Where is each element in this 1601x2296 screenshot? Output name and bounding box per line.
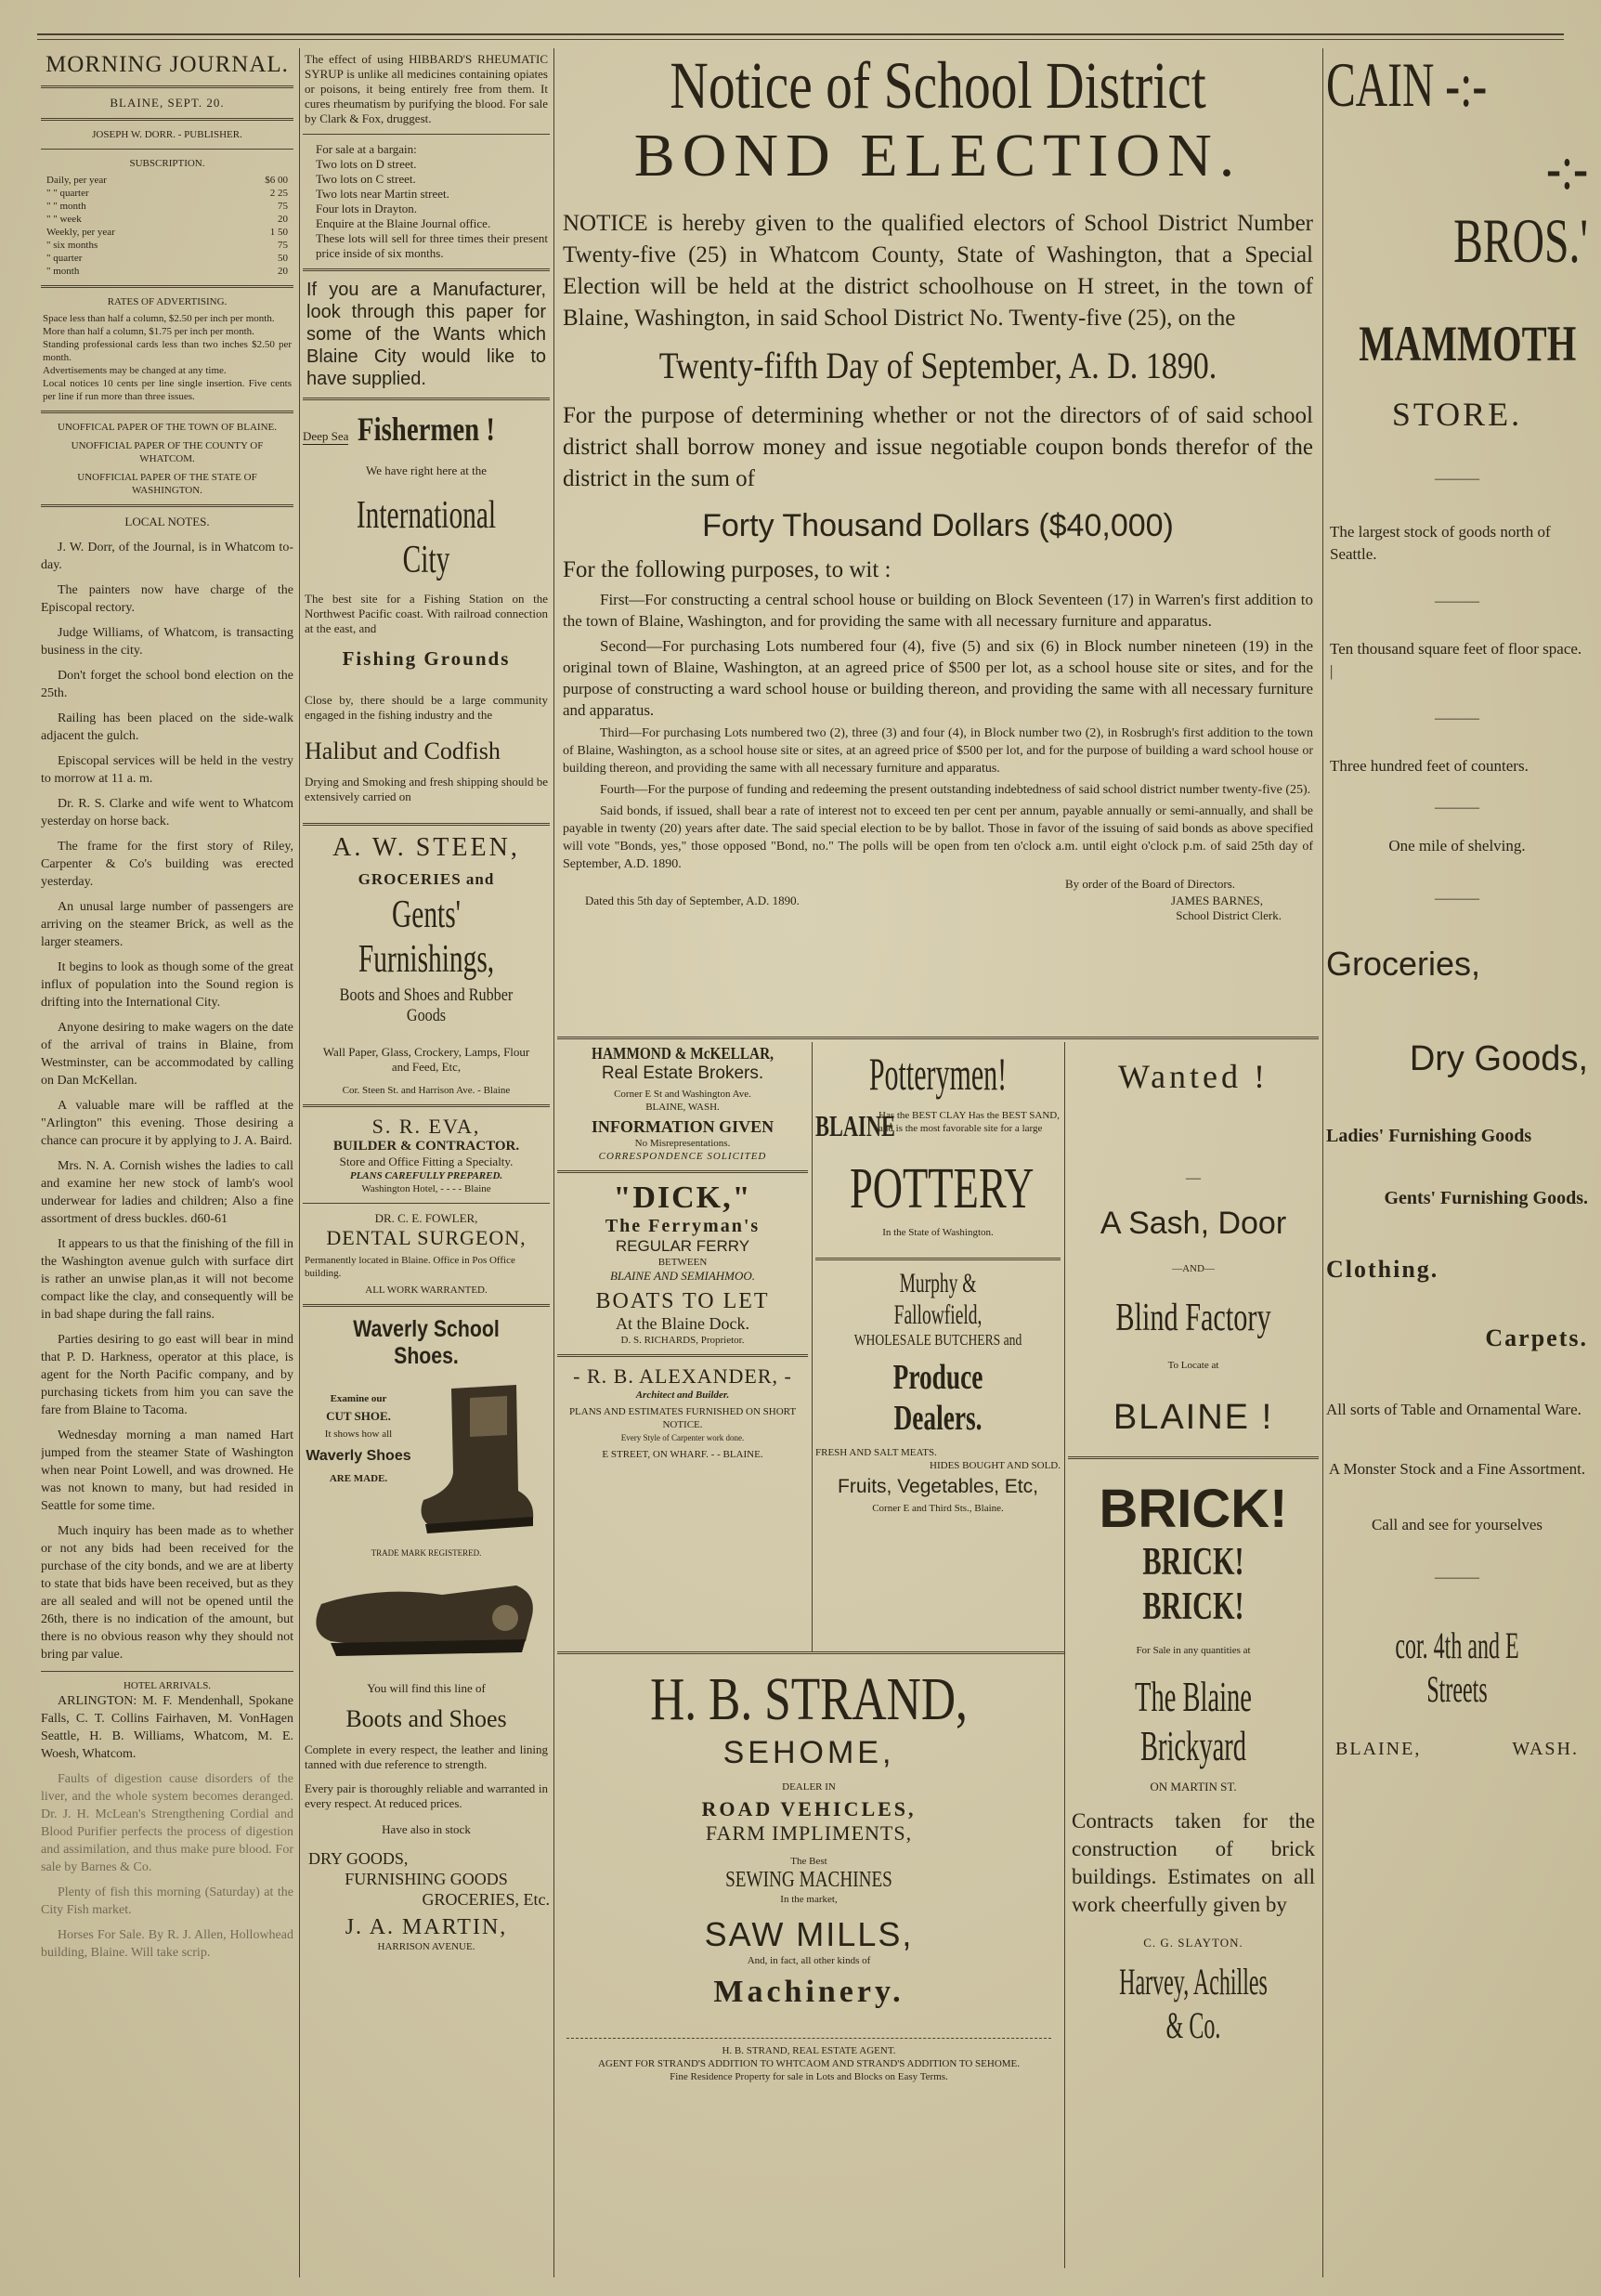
local-note: A valuable mare will be raffled at the "Arlington" this evening. Those desiring a chance can procure it by applying to J. A. Baird.: [41, 1099, 293, 1148]
column-rule: [1322, 48, 1323, 2277]
dick-dock: At the Blaine Dock.: [616, 1314, 749, 1333]
dick-boats: BOATS TO LET: [595, 1289, 770, 1313]
waverly-furn: FURNISHING GOODS: [345, 1870, 508, 1888]
notice-title-2: BOND ELECTION.: [633, 122, 1243, 189]
fish-desc: The best site for a Fishing Station on the Northwest Pacific coast. With railroad connection at the east, and: [305, 592, 548, 635]
hammond-role: Real Estate Brokers.: [601, 1063, 764, 1083]
strand-farm: FARM IMPLIMENTS,: [705, 1821, 913, 1845]
lot-item: Enquire at the Blaine Journal office.: [316, 216, 491, 230]
alexander-plans: PLANS AND ESTIMATES FURNISHED ON SHORT NOTICE.: [568, 1406, 797, 1430]
cain-carpets: Carpets.: [1485, 1324, 1588, 1351]
dick-sub: The Ferryman's: [605, 1216, 761, 1236]
faded-note: Plenty of fish this morning (Saturday) at the City Fish market.: [41, 1885, 293, 1917]
hammond-name: HAMMOND & McKELLAR,: [592, 1044, 774, 1063]
brick-sub: BRICK! BRICK!: [1142, 1541, 1244, 1628]
brick-slayton: C. G. SLAYTON.: [1143, 1936, 1243, 1950]
murphy-address: Corner E and Third Sts., Blaine.: [872, 1503, 1004, 1514]
local-notes: [41, 539, 293, 1663]
cain-wash: WASH.: [1512, 1739, 1579, 1759]
waverly-every: Every pair is thoroughly reliable and warranted in every respect. At reduced prices.: [305, 1781, 548, 1810]
strand-sewing: SEWING MACHINES: [725, 1868, 892, 1892]
fish-drying: Drying and Smoking and fresh shipping should be extensively carried on: [305, 775, 548, 803]
subscription-label: " quarter: [46, 253, 83, 264]
waverly-also: Have also in stock: [382, 1822, 471, 1836]
brick-yard: The Blaine Brickyard: [1135, 1673, 1252, 1769]
waverly-martin: J. A. MARTIN,: [345, 1915, 508, 1939]
notice-bottom-rule: [557, 1037, 1319, 1039]
local-note: Anyone desiring to make wagers on the date of the arrival of trains in Blaine, from Westminster, can be accommodated by calling on Dan McKellan.: [41, 1021, 293, 1088]
cain-clothing: Clothing.: [1326, 1256, 1439, 1283]
column-rule: [553, 48, 554, 2277]
brick-on: ON MARTIN ST.: [1150, 1780, 1237, 1794]
waverly-l4: Waverly Shoes: [306, 1448, 411, 1464]
hammond-city: BLAINE, WASH.: [645, 1102, 720, 1113]
subscription-row: [46, 174, 288, 187]
subscription-label: " " quarter: [46, 188, 89, 199]
eva-plans: PLANS CAREFULLY PREPARED.: [349, 1170, 503, 1181]
hammond-address: Corner E St and Washington Ave.: [614, 1089, 751, 1100]
strand-agent: H. B. STRAND, REAL ESTATE AGENT.: [722, 2045, 896, 2056]
strand-market: In the market,: [780, 1894, 838, 1905]
faded-notes: [41, 1770, 293, 1962]
hammond-info: INFORMATION GIVEN: [591, 1117, 774, 1136]
wanted-brick-ads: [1068, 1044, 1319, 2047]
wanted-sash: A Sash, Door: [1100, 1206, 1287, 1241]
cain-dash: ———: [1435, 594, 1479, 609]
top-rule: [37, 33, 1564, 35]
subscription-row: [46, 187, 288, 200]
local-note: Dr. R. S. Clarke and wife went to Whatcom yesterday on horse back.: [41, 797, 293, 828]
lot-item: Two lots on D street.: [316, 157, 417, 171]
waverly-title: Waverly School Shoes.: [353, 1316, 500, 1369]
fowler-title: DENTAL SURGEON,: [326, 1226, 527, 1249]
waverly-l1: Examine our: [330, 1393, 387, 1404]
subscription-price: 20: [278, 266, 288, 277]
waverly-l5: ARE MADE.: [329, 1473, 388, 1484]
wanted-and: —AND—: [1172, 1263, 1215, 1274]
official-line: UNOFFICIAL PAPER OF THE COUNTY OF WHATCOM.: [71, 440, 264, 464]
local-note: The frame for the first story of Riley, Carpenter & Co's building was erected yesterday.: [41, 840, 293, 889]
pottery-state: In the State of Washington.: [882, 1227, 994, 1238]
lots-note: These lots will sell for three times their present price inside of six months.: [316, 231, 548, 260]
wanted-blaine: BLAINE !: [1113, 1398, 1274, 1437]
advertising-rates: [43, 312, 292, 403]
pottery-pottery: POTTERY: [849, 1157, 1035, 1220]
pottery-murphy-ads: [815, 1044, 1061, 1515]
fishermen-header: [303, 410, 550, 449]
fowler-desc: Permanently located in Blaine. Office in Pos Office building.: [305, 1255, 515, 1279]
waverly-dry: DRY GOODS,: [308, 1849, 409, 1868]
pottery-has: Has the BEST CLAY Has the BEST SAND, and is the most favorable site for a large: [879, 1110, 1060, 1134]
subscription-label: " " week: [46, 214, 82, 225]
cain-sorts: All sorts of Table and Ornamental Ware.: [1326, 1401, 1581, 1418]
column-rule: [299, 48, 300, 2277]
rheumatic-ad: The effect of using HIBBARD'S RHEUMATIC SYRUP is unlike all medicines containing opiates or poisons, it being entirely free from them. It cures rheumatism by purifying the blood. For sale by Clark & Fox, druggest.: [305, 52, 548, 125]
murphy-hides: HIDES BOUGHT AND SOLD.: [930, 1460, 1061, 1471]
official-line: UNOFFICIAL PAPER OF THE STATE OF WASHINGTON.: [77, 472, 257, 496]
murphy-role: WHOLESALE BUTCHERS and: [853, 1331, 1022, 1349]
cain-call: Call and see for yourselves: [1371, 1516, 1543, 1533]
cain-monster: A Monster Stock and a Fine Assortment.: [1328, 1460, 1586, 1478]
cain-largest: The largest stock of goods north of Seattle.: [1330, 523, 1551, 563]
hammond-dick-ads: [557, 1044, 808, 1461]
subscription-label: " six months: [46, 240, 98, 251]
boot-illustration: [414, 1379, 544, 1546]
waverly-boots: Boots and Shoes: [345, 1705, 507, 1732]
cain-dash: ———: [1435, 471, 1479, 487]
subscription-price: 1 50: [269, 227, 288, 238]
subscription-label: Weekly, per year: [46, 227, 115, 238]
subscription-row: [46, 213, 288, 226]
brick-harvey: Harvey, Achilles & Co.: [1119, 1961, 1268, 2046]
strand-agent2: AGENT FOR STRAND'S ADDITION TO WHTCAOM AND STRAND'S ADDITION TO SEHOME.: [597, 2058, 1021, 2069]
dick-between: BETWEEN: [657, 1257, 708, 1268]
waverly-avenue: HARRISON AVENUE.: [377, 1941, 475, 1952]
murphy-name: Murphy & Fallowfield,: [893, 1268, 983, 1330]
wanted-title: Wanted !: [1117, 1058, 1269, 1095]
fish-grounds: Fishing Grounds: [342, 647, 511, 670]
cain-bros: -:- BROS.': [1453, 132, 1588, 276]
cain-groceries: Groceries,: [1326, 945, 1481, 983]
local-note: Episcopal services will be held in the vestry to morrow at 11 a. m.: [41, 754, 293, 786]
wanted-blind: Blind Factory: [1115, 1297, 1271, 1339]
subscription-label: Daily, per year: [46, 175, 107, 186]
alexander-role: Architect and Builder.: [635, 1389, 730, 1401]
subscription-heading: SUBSCRIPTION.: [129, 158, 205, 169]
masthead-dateline: BLAINE, SEPT. 20.: [110, 96, 225, 110]
eva-address: Washington Hotel, - - - - Blaine: [361, 1183, 491, 1194]
local-note: The painters now have charge of the Episcopal rectory.: [41, 583, 293, 615]
strand-ad: [557, 1657, 1061, 2083]
steen-address: Cor. Steen St. and Harrison Ave. - Blaine: [342, 1085, 511, 1096]
manufacturer-ad: If you are a Manufacturer, look through this paper for some of the Wants which Blaine City would like to have supplied.: [306, 280, 546, 389]
cain-ten: Ten thousand square feet of floor space. |: [1330, 640, 1582, 680]
cain-one: One mile of shelving.: [1388, 837, 1526, 854]
top-rule-2: [37, 39, 1564, 40]
brick-contracts: Contracts taken for the construction of brick buildings. Estimates on all work cheerfully given by: [1072, 1809, 1315, 1916]
strand-name: H. B. STRAND,: [650, 1665, 968, 1733]
advertising-line: Local notices 10 cents per line single insertion. Five cents per line if run more than three issues.: [43, 378, 292, 402]
subscription-row: [46, 239, 288, 252]
waverly-find: You will find this line of: [367, 1681, 486, 1695]
fish-halibut: Halibut and Codfish: [305, 737, 501, 764]
cain-bros-ad: [1326, 48, 1588, 1760]
murphy-fruits: Fruits, Vegetables, Etc,: [838, 1476, 1038, 1497]
wanted-dash: —: [1186, 1170, 1201, 1186]
waverly-trademark: TRADE MARK REGISTERED.: [371, 1548, 482, 1558]
steen-groceries: GROCERIES and: [358, 870, 495, 888]
subscription-label: " month: [46, 266, 80, 277]
eva-desc: Store and Office Fitting a Specialty.: [339, 1155, 514, 1168]
notice-amount: Forty Thousand Dollars ($40,000): [702, 508, 1174, 543]
hammond-corr: CORRESPONDENCE SOLICITED: [598, 1151, 767, 1162]
brick-title: BRICK!: [1099, 1479, 1288, 1539]
subscription-row: [46, 226, 288, 239]
masthead-publisher: JOSEPH W. DORR. - PUBLISHER.: [92, 129, 242, 140]
advertising-line: Advertisements may be changed at any time.: [43, 365, 227, 376]
cain-dash: ———: [1435, 1570, 1479, 1585]
fowler-name: DR. C. E. FOWLER,: [374, 1211, 478, 1225]
hotel-heading: HOTEL ARRIVALS.: [123, 1680, 212, 1691]
cain-dash: ———: [1435, 711, 1479, 726]
cain-mammoth: MAMMOTH: [1359, 316, 1577, 372]
subscription-row: [46, 200, 288, 213]
cain-gents: Gents' Furnishing Goods.: [1384, 1188, 1588, 1208]
local-note: Judge Williams, of Whatcom, is transacting business in the city.: [41, 626, 293, 658]
notice-purpose: For the purpose of determining whether or not the directors of of said school district shall borrow money and issue negotiable coupon bonds therefor of the district in the sum of: [563, 403, 1313, 491]
strand-best: The Best: [790, 1856, 827, 1867]
cain-dash: ———: [1435, 800, 1479, 815]
subscription-price: 50: [278, 253, 288, 264]
brick-forsale: For Sale in any quantities at: [1136, 1645, 1251, 1656]
subscription-price: 2 25: [269, 188, 288, 199]
cain-cor: cor. 4th and E Streets: [1395, 1624, 1519, 1710]
notice-date: Twenty-fifth Day of September, A. D. 1890.: [658, 345, 1217, 386]
column-masthead: [41, 48, 293, 1969]
pottery-blaine: BLAINE: [815, 1109, 895, 1142]
hammond-no: No Misrepresentations.: [634, 1138, 731, 1149]
notice-order: By order of the Board of Directors.: [1064, 877, 1235, 891]
steen-gents: Gents' Furnishings,: [358, 894, 495, 981]
dick-regular: REGULAR FERRY: [615, 1237, 750, 1255]
subscription-table: [46, 174, 288, 278]
strand-place: SEHOME,: [722, 1735, 895, 1770]
fish-close: Close by, there should be a large community engaged in the fishing industry and the: [305, 693, 548, 722]
advertising-line: Standing professional cards less than two inches $2.50 per month.: [43, 339, 292, 363]
fish-title: Fishermen !: [358, 411, 496, 448]
notice-intro: NOTICE is hereby given to the qualified electors of School District Number Twenty-five (25) in Whatcom County, State of Washington, that a Special Election will be held at the district schoolhouse on H street, in the town of Blaine, Washington, in said School District No. Twenty-five (25), on the: [563, 211, 1313, 331]
murphy-fresh: FRESH AND SALT MEATS.: [815, 1447, 937, 1458]
subscription-price: 75: [278, 240, 288, 251]
advertising-line: Space less than half a column, $2.50 per inch per month.: [43, 313, 275, 324]
faded-note: Horses For Sale. By R. J. Allen, Hollowhead building, Blaine. Will take scrip.: [41, 1928, 293, 1960]
lots-list: [316, 157, 550, 231]
official-line: UNOFFICAL PAPER OF THE TOWN OF BLAINE.: [57, 422, 278, 433]
fish-line: We have right here at the: [366, 463, 487, 477]
lot-item: Two lots near Martin street.: [316, 187, 449, 201]
subscription-price: 20: [278, 214, 288, 225]
notice-bonds: Said bonds, if issued, shall bear a rate of interest not to exceed ten per cent per annum, payable annually or semi-annually, and shall be payable in twenty (20) years after date. The said special election to be by ballot. Those in favor of the issuing of said bonds as above specified will vote "Bonds, yes," those opposed "Bond, no." The polls will be open from ten o'clock a.m. until eight o'clock p.m. of said 25th day of September, A.D. 1890.: [563, 804, 1313, 871]
wanted-locate: To Locate at: [1167, 1360, 1219, 1371]
subscription-price: 75: [278, 201, 288, 212]
notice-fourth: Fourth—For the purpose of funding and redeeming the present outstanding indebtedness of said school district number twenty-five (25).: [600, 783, 1311, 797]
cain-city: BLAINE,: [1335, 1739, 1422, 1759]
column-two: [303, 48, 550, 1953]
waverly-l3: It shows how all: [324, 1428, 393, 1440]
cain-three: Three hundred feet of counters.: [1330, 757, 1529, 775]
local-note: J. W. Dorr, of the Journal, is in Whatcom to-day.: [41, 541, 293, 572]
waverly-groc: GROCERIES, Etc.: [422, 1890, 550, 1909]
notice-second: Second—For purchasing Lots numbered four (4), five (5) and six (6) in Block number nineteen (19) in the original town of Blaine, Washington, at an agreed price of $500 per lot, as a school house site or sites, and for the purpose of constructing a ward school house or building thereon, and providing the same with all necessary furniture and apparatus.: [563, 637, 1313, 719]
subscription-price: $6 00: [265, 175, 288, 186]
local-note: Railing has been placed on the side-walk adjacent the gulch.: [41, 711, 293, 743]
local-note: Wednesday morning a man named Hart jumped from the steamer State of Washington when near Point Lowell, and was drowned. He was not known to many, but had resided in Seattle for some time.: [41, 1428, 293, 1513]
lot-item: Two lots on C street.: [316, 172, 416, 186]
alexander-every: Every Style of Carpenter work done.: [620, 1433, 745, 1442]
cain-store: STORE.: [1391, 396, 1523, 433]
fowler-warranty: ALL WORK WARRANTED.: [365, 1285, 488, 1296]
inner-rule: [812, 1042, 813, 1651]
bond-election-notice: [557, 48, 1319, 923]
waverly-l2: CUT SHOE.: [326, 1409, 391, 1423]
subscription-row: [46, 265, 288, 278]
pottery-title: Potterymen!: [868, 1048, 1008, 1100]
local-notes-heading: LOCAL NOTES.: [124, 515, 210, 528]
steen-wall: Wall Paper, Glass, Crockery, Lamps, Flour and Feed, Etc,: [322, 1045, 530, 1074]
cut-shoe-illustration: [303, 1567, 544, 1669]
lots-heading: For sale at a bargain:: [316, 142, 417, 156]
alexander-address: E STREET, ON WHARF. - - BLAINE.: [602, 1449, 763, 1460]
dick-route: BLAINE AND SEMIAHMOO.: [609, 1269, 756, 1283]
cain-dash: ———: [1435, 891, 1479, 907]
steen-boots: Boots and Shoes and Rubber Goods: [339, 985, 514, 1025]
notice-title-1: Notice of School District: [670, 48, 1206, 123]
lot-item: Four lots in Drayton.: [316, 202, 418, 215]
strand-road: ROAD VEHICLES,: [701, 1797, 917, 1820]
local-note: An unusal large number of passengers are arriving on the steamer Brick, as well as the larger steamers.: [41, 900, 293, 949]
local-note: Mrs. N. A. Cornish wishes the ladies to call and examine her new stock of lamb's wool underwear for ladies and children; Also a fine assortment of dress buckles. d60-61: [41, 1159, 293, 1226]
strand-dealer: DEALER IN: [782, 1781, 836, 1793]
official-notices: [50, 421, 284, 497]
notice-clerk-name: JAMES BARNES,: [1171, 894, 1263, 907]
hotel-arrivals: ARLINGTON: M. F. Mendenhall, Spokane Falls, C. T. Collins Fairhaven, M. VonHagen Seattle, H. B. Williams, Whatcom, M. E. Woesh, Whatcom.: [41, 1694, 293, 1761]
subscription-row: [46, 252, 288, 265]
subscription-label: " " month: [46, 201, 86, 212]
fish-pre: Deep Sea: [303, 429, 349, 443]
dick-prop: D. S. RICHARDS, Proprietor.: [620, 1335, 745, 1346]
local-note: Parties desiring to go east will bear in mind that P. D. Harkness, operator at this place, is agent for the North Pacific company, and by purchasing tickets from him you can save the fare from Blaine to Tacoma.: [41, 1333, 293, 1417]
fish-city: International City: [356, 494, 497, 581]
local-note: It appears to us that the finishing of the fill in the Washington avenue gulch with surface dirt is rather an unwise plan,as it will not become compact like the clay, and consequently will be in bad shape during the fall rains.: [41, 1237, 293, 1322]
eva-role: BUILDER & CONTRACTOR.: [332, 1139, 520, 1154]
notice-following: For the following purposes, to wit :: [563, 557, 892, 582]
alexander-name: - R. B. ALEXANDER, -: [573, 1364, 792, 1388]
waverly-complete: Complete in every respect, the leather and lining tanned with due reference to strength.: [305, 1742, 548, 1771]
strand-saw: SAW MILLS,: [704, 1915, 914, 1953]
notice-first: First—For constructing a central school house or building on Block Seventeen (17) in Warren's first addition to the town of Blaine, Washington, and for providing the same with all necessary furniture and apparatus.: [563, 591, 1313, 630]
masthead-title: MORNING JOURNAL.: [46, 52, 289, 77]
notice-clerk-title: School District Clerk.: [1176, 908, 1282, 922]
local-note: Don't forget the school bond election on the 25th.: [41, 669, 293, 700]
notice-dated: Dated this 5th day of September, A.D. 1890.: [585, 894, 800, 907]
notice-third: Third—For purchasing Lots numbered two (2), three (3) and four (4), in Block number two (2), in Rosbrugh's first addition to the town of Blaine, Washington, as a school house site or sites, at an agreed price of $500 per lot, and for the purpose of building a ward school house or building thereon, and providing the same with all necessary furniture and apparatus.: [563, 726, 1313, 776]
local-note: Much inquiry has been made as to whether or not any bids had been received for the purchase of the city bonds, and we are at liberty to state that bids have been received, but as they are all sealed and will not be opened until the 26th, there is no indication of the amount, but there is no obvious reason why they should not bring par value.: [41, 1524, 293, 1662]
waverly-ad: [303, 1379, 550, 1546]
murphy-produce: Produce Dealers.: [892, 1358, 983, 1438]
strand-fine: Fine Residence Property for sale in Lots and Blocks on Easy Terms.: [670, 2071, 948, 2082]
cain-cain: CAIN -:-: [1326, 49, 1488, 120]
advertising-line: More than half a column, $1.75 per inch per month.: [43, 326, 254, 337]
faded-note: Faults of digestion cause disorders of the liver, and the whole system becomes deranged. Dr. J. H. McLean's Strengthening Cordial and Blood Purifier perfects the process of digestion and assimilation, and thus make pure blood. For sale by Barnes & Co.: [41, 1772, 293, 1874]
strand-fact: And, in fact, all other kinds of: [747, 1955, 871, 1966]
local-note: It begins to look as though some of the great influx of population into the Sound region is drifting into the International City.: [41, 960, 293, 1010]
inner-rule: [1064, 1042, 1065, 2268]
inner-hrule: [557, 1651, 1064, 1654]
strand-machinery: Machinery.: [713, 1975, 905, 2009]
eva-name: S. R. EVA,: [371, 1115, 481, 1138]
steen-name: A. W. STEEN,: [332, 833, 520, 862]
advertising-heading: RATES OF ADVERTISING.: [107, 296, 228, 307]
cain-ladies: Ladies' Furnishing Goods: [1326, 1126, 1532, 1146]
dick-title: "DICK,": [613, 1181, 752, 1215]
cain-dry: Dry Goods,: [1409, 1039, 1588, 1078]
